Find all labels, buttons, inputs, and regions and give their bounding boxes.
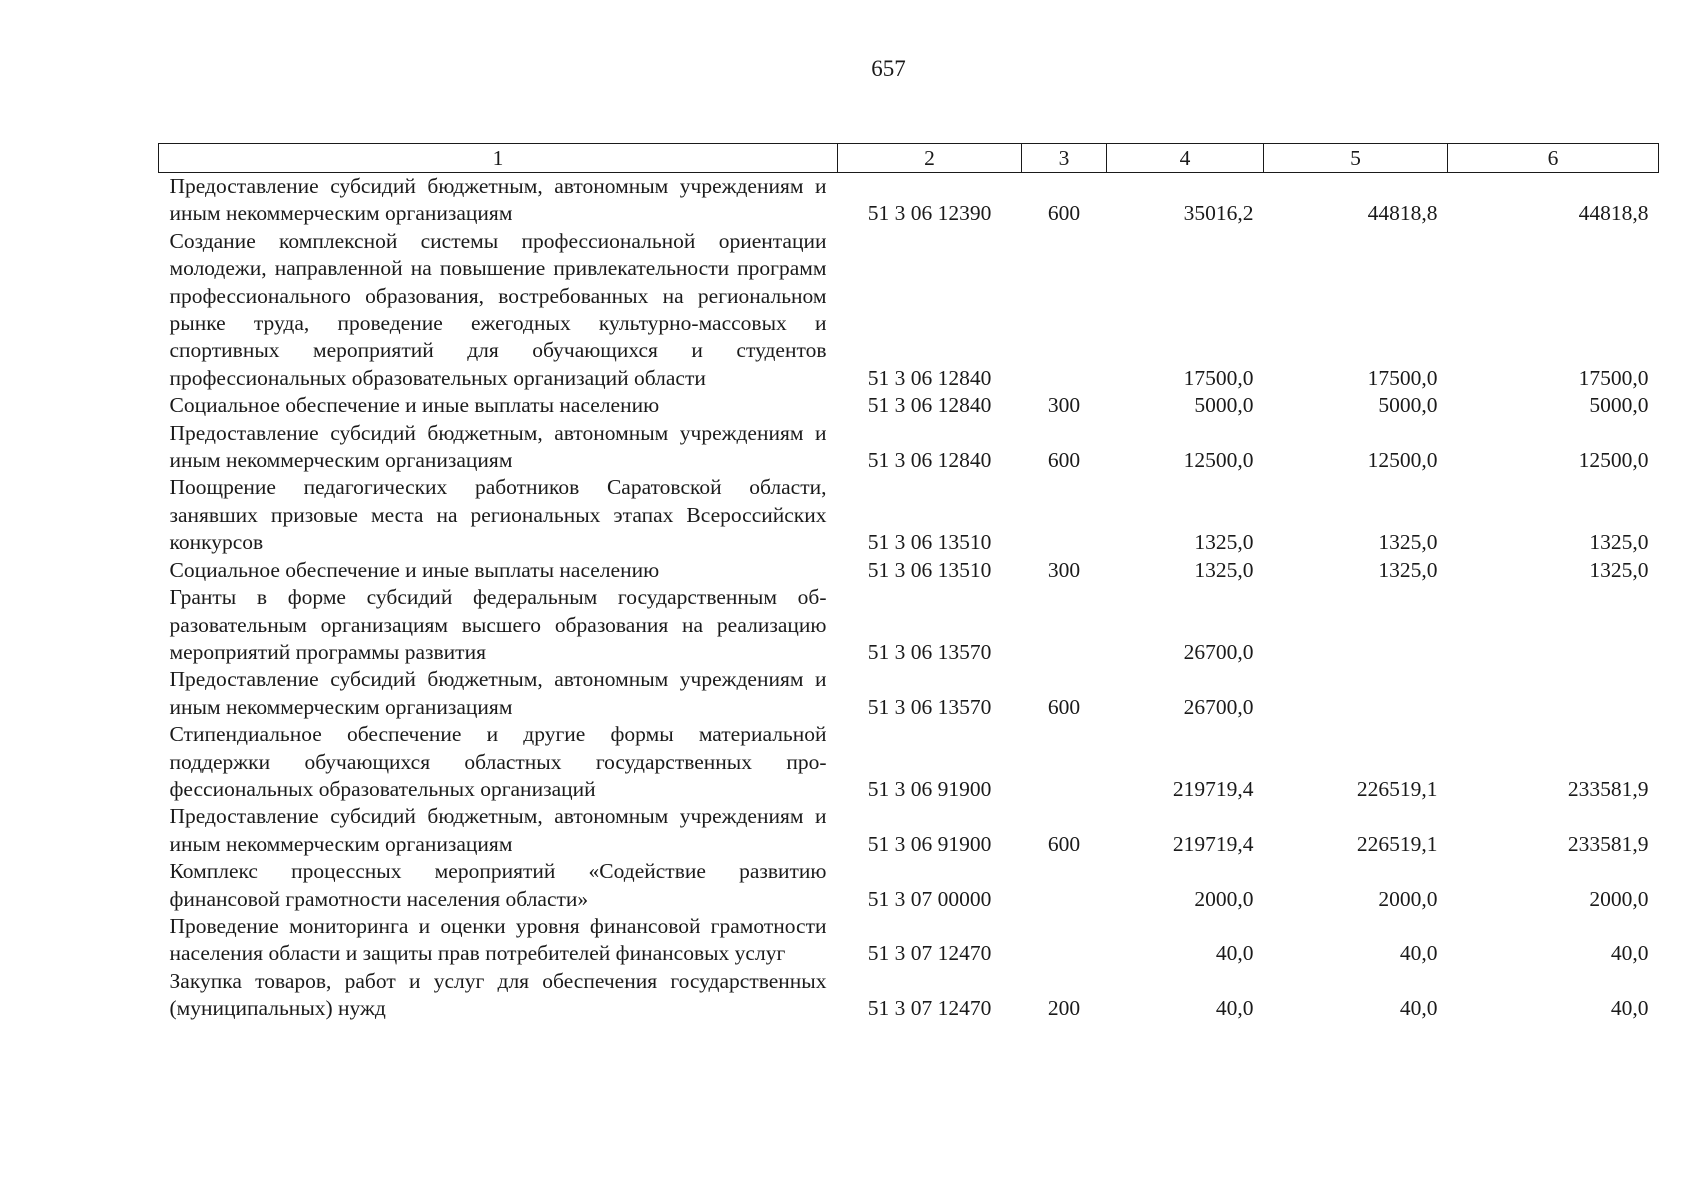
row-code: 51 3 07 12470: [867, 996, 992, 1021]
row-expense-type: [1022, 858, 1107, 913]
row-value-year3: 5000,0: [1589, 393, 1649, 418]
row-name: Предоставление субсидий бюджетным, автономным учреждениям и иным некоммерческим организациям: [169, 174, 827, 226]
row-code: 51 3 06 91900: [867, 776, 992, 801]
row-value-year2: 226519,1: [1356, 776, 1438, 801]
table-row: [159, 666, 1659, 721]
table-row: [159, 968, 1659, 1023]
row-code: 51 3 06 13510: [867, 530, 992, 555]
row-expense-type: 200: [1047, 996, 1081, 1021]
row-name: Предоставление субсидий бюджетным, автономным учреждениям и иным некоммерческим организациям: [169, 804, 827, 856]
row-code: 51 3 06 13570: [867, 694, 992, 719]
budget-table: [158, 143, 1659, 1023]
row-value-year3: [1448, 584, 1659, 666]
row-value-year1: 35016,2: [1183, 201, 1254, 226]
column-header: 3: [1022, 144, 1107, 173]
column-header: 6: [1448, 144, 1659, 173]
row-value-year1: 219719,4: [1172, 831, 1254, 856]
row-code: 51 3 06 13510: [867, 557, 992, 582]
row-value-year3: 12500,0: [1578, 448, 1649, 473]
row-expense-type: 300: [1047, 393, 1081, 418]
row-name: Комплекс процессных мероприятий «Содействие развитию финансовой грамотности населения области»: [169, 859, 827, 911]
row-value-year3: 233581,9: [1567, 831, 1649, 856]
table-row: [159, 557, 1659, 584]
row-value-year3: 17500,0: [1578, 365, 1649, 390]
row-value-year1: 1325,0: [1194, 557, 1254, 582]
row-value-year1: 40,0: [1215, 941, 1254, 966]
header-row: [159, 144, 1659, 173]
row-expense-type: [1022, 721, 1107, 803]
row-value-year2: 17500,0: [1367, 365, 1438, 390]
row-value-year2: 1325,0: [1378, 530, 1438, 555]
table-body: [159, 173, 1659, 1023]
row-name: Поощрение педагогических работников Саратовской области, занявших призовые места на региональных этапах Всероссийских конкурсов: [169, 475, 827, 555]
table-row: [159, 228, 1659, 392]
table-row: [159, 474, 1659, 556]
row-value-year2: 1325,0: [1378, 557, 1438, 582]
row-value-year3: 233581,9: [1567, 776, 1649, 801]
row-value-year3: 1325,0: [1589, 530, 1649, 555]
row-value-year2: [1264, 584, 1448, 666]
row-name: Предоставление субсидий бюджетным, автономным учреждениям и иным некоммерческим организациям: [169, 667, 827, 719]
row-value-year1: 40,0: [1215, 996, 1254, 1021]
row-code: 51 3 06 12840: [867, 365, 992, 390]
table-header: [159, 144, 1659, 173]
table-row: [159, 173, 1659, 228]
row-name: Проведение мониторинга и оценки уровня финансовой грамотности населения области и защиты прав потребителей финансовых услуг: [169, 913, 827, 966]
row-code: 51 3 06 91900: [867, 831, 992, 856]
row-value-year2: 40,0: [1399, 996, 1438, 1021]
row-value-year3: 40,0: [1610, 941, 1649, 966]
row-code: 51 3 06 13570: [867, 639, 992, 664]
row-expense-type: 300: [1047, 557, 1081, 582]
table-row: [159, 803, 1659, 858]
row-value-year3: 44818,8: [1578, 201, 1649, 226]
row-name: Стипендиальное обеспечение и другие формы материальной поддержки обучающихся областных государственных профессиональных образовательных организаций: [169, 722, 827, 801]
row-code: 51 3 06 12390: [867, 201, 992, 226]
row-value-year1: 12500,0: [1183, 448, 1254, 473]
row-code: 51 3 07 00000: [867, 886, 992, 911]
table-row: [159, 721, 1659, 803]
row-value-year3: 1325,0: [1589, 557, 1649, 582]
row-code: 51 3 06 12840: [867, 448, 992, 473]
row-value-year3: 40,0: [1610, 996, 1649, 1021]
row-value-year2: 12500,0: [1367, 448, 1438, 473]
column-header: 1: [159, 144, 838, 173]
row-name: Предоставление субсидий бюджетным, автономным учреждениям и иным некоммерческим организациям: [169, 420, 827, 473]
row-value-year1: 17500,0: [1183, 365, 1254, 390]
row-expense-type: [1022, 228, 1107, 392]
row-name: Закупка товаров, работ и услуг для обеспечения государственных (муниципальных) нужд: [169, 968, 827, 1021]
row-value-year2: 5000,0: [1378, 393, 1438, 418]
row-code: 51 3 06 12840: [867, 393, 992, 418]
row-expense-type: 600: [1047, 201, 1081, 226]
row-expense-type: 600: [1047, 694, 1081, 719]
table-row: [159, 420, 1659, 475]
row-value-year1: 2000,0: [1194, 886, 1254, 911]
page-number: 657: [871, 56, 906, 81]
row-value-year2: 226519,1: [1356, 831, 1438, 856]
row-expense-type: [1022, 913, 1107, 968]
row-value-year1: 26700,0: [1183, 639, 1254, 664]
row-expense-type: 600: [1047, 448, 1081, 473]
row-name: Социальное обеспечение и иные выплаты населению: [169, 393, 660, 418]
column-header: 4: [1107, 144, 1264, 173]
table-row: [159, 913, 1659, 968]
row-value-year3: [1448, 666, 1659, 721]
column-header: 2: [838, 144, 1022, 173]
table-row: [159, 584, 1659, 666]
row-expense-type: 600: [1047, 831, 1081, 856]
row-expense-type: [1022, 584, 1107, 666]
row-value-year1: 219719,4: [1172, 776, 1254, 801]
row-name: Гранты в форме субсидий федеральным государственным образовательным организациям высшего образования на реализацию мероприятий программы развития: [169, 585, 827, 664]
row-value-year2: 44818,8: [1367, 201, 1438, 226]
row-value-year2: 2000,0: [1378, 886, 1438, 911]
row-value-year3: 2000,0: [1589, 886, 1649, 911]
column-header: 5: [1264, 144, 1448, 173]
row-code: 51 3 07 12470: [867, 941, 992, 966]
row-value-year1: 5000,0: [1194, 393, 1254, 418]
row-name: Социальное обеспечение и иные выплаты населению: [169, 557, 660, 582]
row-value-year2: 40,0: [1399, 941, 1438, 966]
table-row: [159, 858, 1659, 913]
row-value-year1: 1325,0: [1194, 530, 1254, 555]
row-value-year2: [1264, 666, 1448, 721]
row-value-year1: 26700,0: [1183, 694, 1254, 719]
table-row: [159, 392, 1659, 419]
row-name: Создание комплексной системы профессиональной ориентации молодежи, направленной на повышение привлекательности программ профессионального образования, востребованных на региональном рынке труда, проведение ежегодных культурно-массовых и спортивных мероприятий для обучающихся и студентов профессиональных образовательных организаций области: [169, 228, 827, 390]
row-expense-type: [1022, 474, 1107, 556]
